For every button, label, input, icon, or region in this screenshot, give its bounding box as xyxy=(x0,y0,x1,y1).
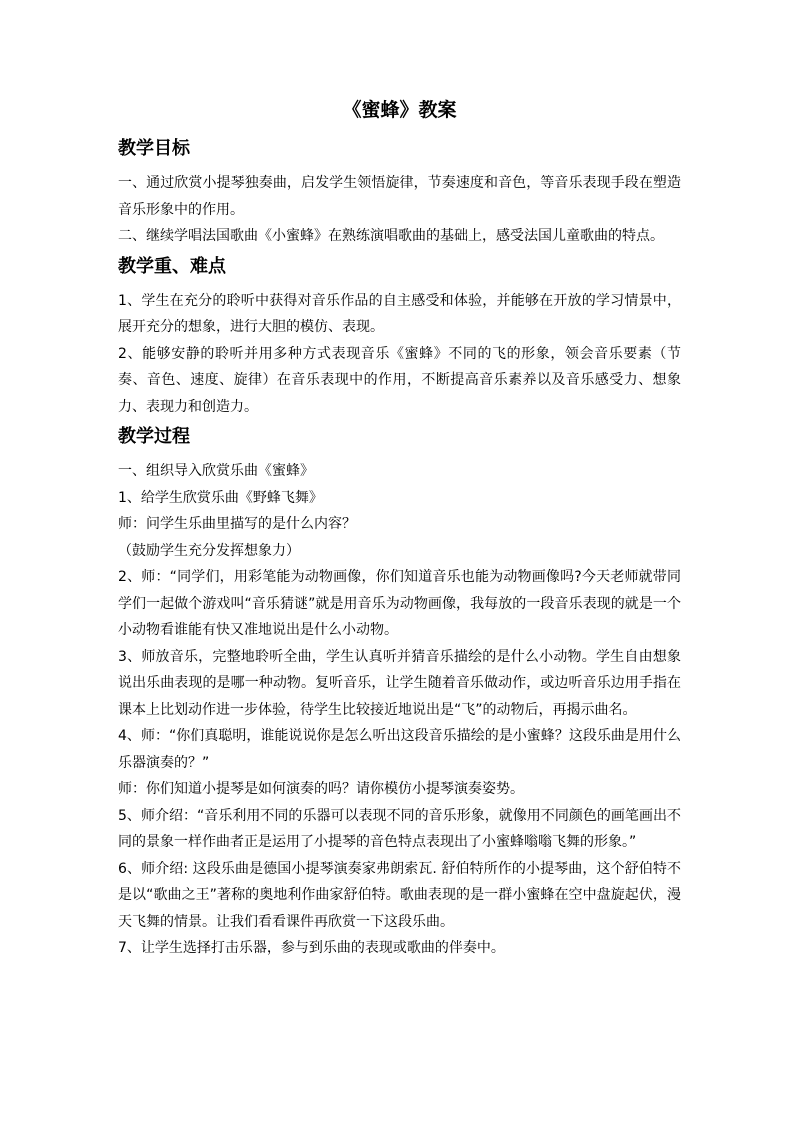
paragraph: 1、给学生欣赏乐曲《野蜂飞舞》 xyxy=(118,489,323,506)
section-key-difficult-points xyxy=(118,252,681,421)
paragraph: 师：你们知道小提琴是如何演奏的吗？请你模仿小提琴演奏姿势。 xyxy=(118,781,524,797)
paragraph: 2、师：“同学们，用彩笔能为动物画像，你们知道音乐也能为动物画像吗?今天老师就带同学们一起做个游戏叫“音乐猜谜”就是用音乐为动物画像，我每放的一段音乐表现的就是一个小动物看谁能有快又准地说出是什么小动物。 xyxy=(118,569,681,638)
section-heading: 教学目标 xyxy=(118,138,190,159)
paragraph: 1、学生在充分的聆听中获得对音乐作品的自主感受和体验，并能够在开放的学习情景中，展开充分的想象，进行大胆的模仿、表现。 xyxy=(118,292,681,335)
section-heading: 教学过程 xyxy=(118,426,190,447)
section-teaching-goals xyxy=(118,134,681,250)
paragraph: （鼓励学生充分发挥想象力） xyxy=(118,542,300,559)
paragraph: 5、师介绍：“音乐利用不同的乐器可以表现不同的音乐形象，就像用不同颜色的画笔画出不同的景象一样作曲者正是运用了小提琴的音色特点表现出了小蜜蜂嗡嗡飞舞的形象。” xyxy=(118,807,681,850)
paragraph: 3、师放音乐，完整地聆听全曲，学生认真听并猜音乐描绘的是什么小动物。学生自由想象说出乐曲表现的是哪一种动物。复听音乐，让学生随着音乐做动作，或边听音乐边用手指在课本上比划动作进一步体验，待学生比较接近地说出是“飞”的动物后，再揭示曲名。 xyxy=(118,648,681,718)
paragraph: 6、师介绍: 这段乐曲是德国小提琴演奏家弗朗索瓦. 舒伯特所作的小提琴曲，这个舒伯特不是以“歌曲之王”著称的奥地利作曲家舒伯特。歌曲表现的是一群小蜜蜂在空中盘旋起伏，漫天飞舞的情景。让我们看看课件再欣赏一下这段乐曲。 xyxy=(118,860,681,930)
paragraph: 一、组织导入欣赏乐曲《蜜蜂》 xyxy=(118,463,314,479)
paragraph: 2、能够安静的聆听并用多种方式表现音乐《蜜蜂》不同的飞的形象，领会音乐要素（节奏、音色、速度、旋律）在音乐表现中的作用，不断提高音乐素养以及音乐感受力、想象力、表现力和创造力。 xyxy=(118,345,681,415)
paragraph: 一、通过欣赏小提琴独奏曲，启发学生领悟旋律，节奏速度和音色，等音乐表现手段在塑造音乐形象中的作用。 xyxy=(118,175,681,218)
paragraph: 7、让学生选择打击乐器，参与到乐曲的表现或歌曲的伴奏中。 xyxy=(118,940,505,956)
section-heading: 教学重、难点 xyxy=(118,255,226,277)
paragraph: 4、师：“你们真聪明，谁能说说你是怎么听出这段音乐描绘的是小蜜蜂？这段乐曲是用什么乐器演奏的？” xyxy=(118,728,681,771)
section-teaching-process xyxy=(118,422,681,962)
paragraph: 二、继续学唱法国歌曲《小蜜蜂》在熟练演唱歌曲的基础上，感受法国儿童歌曲的特点。 xyxy=(118,228,664,244)
paragraph: 师：问学生乐曲里描写的是什么内容？ xyxy=(118,516,356,532)
document-title: 《蜜蜂》教案 xyxy=(342,99,457,121)
